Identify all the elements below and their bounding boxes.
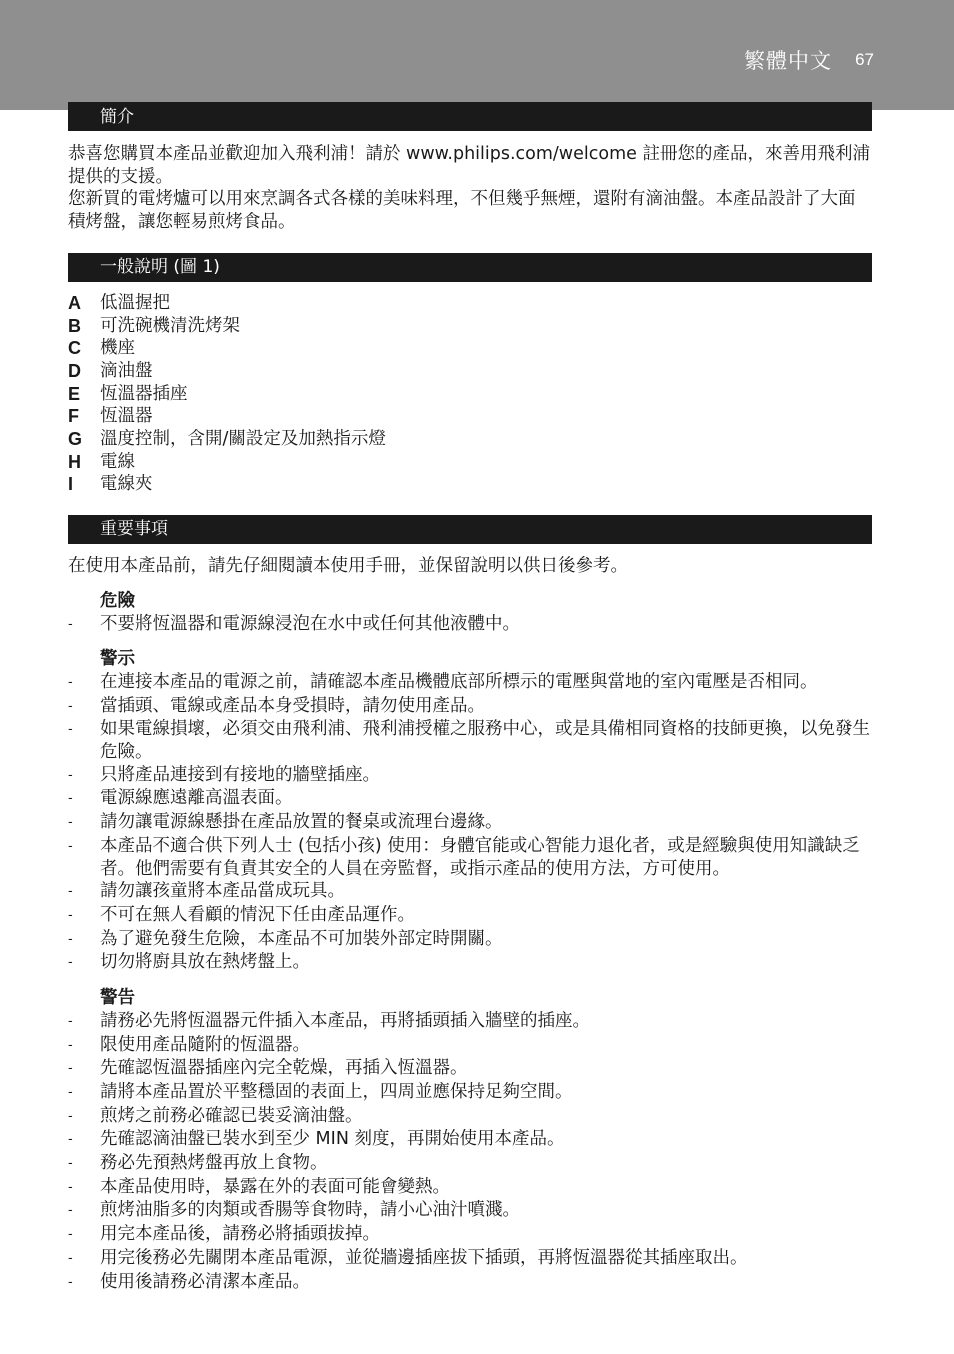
item-text: 電線夾 bbox=[100, 474, 153, 495]
page-content bbox=[68, 102, 872, 1294]
item-letter: A bbox=[68, 292, 81, 313]
section-header-important: 重要事項 bbox=[68, 515, 872, 544]
item-text: 電線 bbox=[100, 451, 135, 472]
list-item bbox=[68, 428, 872, 451]
dash-marker: - bbox=[68, 884, 73, 900]
item-text: 滴油盤 bbox=[100, 360, 153, 381]
item-text: 不要將恆溫器和電源線浸泡在水中或任何其他液體中。 bbox=[100, 613, 520, 634]
item-letter: H bbox=[68, 451, 81, 472]
dash-marker: - bbox=[68, 698, 73, 714]
dash-marker: - bbox=[68, 1132, 73, 1148]
danger-heading: 危險 bbox=[100, 590, 135, 611]
section-header-intro: 簡介 bbox=[68, 102, 872, 131]
item-letter: G bbox=[68, 429, 83, 450]
item-letter: C bbox=[68, 338, 81, 359]
item-text: 請勿讓電源線懸掛在產品放置的餐桌或流理台邊緣。 bbox=[100, 812, 503, 833]
dash-marker: - bbox=[68, 1179, 73, 1195]
dash-marker: - bbox=[68, 1084, 73, 1100]
caution-heading: 警告 bbox=[100, 988, 135, 1009]
section-header-general: 一般說明 (圖 1) bbox=[68, 253, 872, 282]
item-text: 低溫握把 bbox=[100, 292, 170, 313]
dash-marker: - bbox=[68, 955, 73, 971]
list-item bbox=[68, 835, 872, 880]
list-item bbox=[68, 1105, 872, 1129]
item-letter: E bbox=[68, 383, 81, 404]
language-label: 繁體中文 bbox=[744, 49, 832, 73]
page-number: 67 bbox=[855, 50, 874, 69]
dash-marker: - bbox=[68, 616, 73, 632]
dash-marker: - bbox=[68, 1203, 73, 1219]
item-text: 煎烤之前務必確認已裝妥滴油盤。 bbox=[100, 1105, 363, 1126]
list-item bbox=[68, 904, 872, 928]
list-item bbox=[68, 928, 872, 952]
item-text: 恆溫器 bbox=[100, 406, 153, 427]
item-text: 用完後務必先關閉本產品電源，並從牆邊插座拔下插頭，再將恆溫器從其插座取出。 bbox=[100, 1247, 748, 1268]
item-text: 務必先預熱烤盤再放上食物。 bbox=[100, 1153, 328, 1174]
item-text: 只將產品連接到有接地的牆壁插座。 bbox=[100, 764, 380, 785]
dash-marker: - bbox=[68, 1108, 73, 1124]
list-item bbox=[68, 1010, 872, 1034]
parts-list bbox=[68, 292, 872, 496]
important-intro: 在使用本產品前，請先仔細閱讀本使用手冊，並保留說明以供日後參考。 bbox=[68, 556, 628, 577]
item-letter: F bbox=[68, 406, 79, 427]
item-letter: D bbox=[68, 360, 81, 381]
list-item bbox=[68, 1176, 872, 1200]
dash-marker: - bbox=[68, 1013, 73, 1029]
item-text: 不可在無人看顧的情況下任由產品運作。 bbox=[100, 904, 415, 925]
caution-list bbox=[68, 1010, 872, 1294]
list-item bbox=[68, 1152, 872, 1176]
dash-marker: - bbox=[68, 1061, 73, 1077]
list-item bbox=[68, 337, 872, 360]
item-text: 請勿讓孩童將本產品當成玩具。 bbox=[100, 881, 345, 902]
dash-marker: - bbox=[68, 907, 73, 923]
item-text: 溫度控制，含開/關設定及加熱指示燈 bbox=[100, 429, 386, 450]
item-text: 本產品使用時，暴露在外的表面可能會變熱。 bbox=[100, 1176, 450, 1197]
list-item bbox=[68, 292, 872, 315]
dash-marker: - bbox=[68, 815, 73, 831]
intro-paragraph-1: 恭喜您購買本產品並歡迎加入飛利浦！請於 www.philips.com/welcome 註冊您的產品，來善用飛利浦提供的支援。 bbox=[68, 144, 870, 187]
item-text: 先確認滴油盤已裝水到至少 MIN 刻度，再開始使用本產品。 bbox=[100, 1129, 565, 1150]
item-text: 請將本產品置於平整穩固的表面上，四周並應保持足夠空間。 bbox=[100, 1081, 573, 1102]
list-item bbox=[68, 360, 872, 383]
list-item bbox=[68, 1223, 872, 1247]
dash-marker: - bbox=[68, 791, 73, 807]
dash-marker: - bbox=[68, 1227, 73, 1243]
item-text: 使用後請務必清潔本產品。 bbox=[100, 1271, 310, 1292]
intro-paragraph-2: 您新買的電烤爐可以用來烹調各式各樣的美味料理，不但幾乎無煙，還附有滴油盤。本產品設計了大面積烤盤，讓您輕易煎烤食品。 bbox=[68, 189, 856, 233]
list-item bbox=[68, 451, 872, 474]
item-text: 為了避免發生危險，本產品不可加裝外部定時開關。 bbox=[100, 928, 503, 949]
list-item bbox=[68, 1128, 872, 1152]
list-item bbox=[68, 1057, 872, 1081]
danger-list bbox=[68, 613, 872, 637]
list-item bbox=[68, 613, 872, 637]
list-item bbox=[68, 1199, 872, 1223]
dash-marker: - bbox=[68, 1037, 73, 1053]
item-text: 電源線應遠離高溫表面。 bbox=[100, 788, 293, 809]
item-text: 用完本產品後，請務必將插頭拔掉。 bbox=[100, 1224, 380, 1245]
item-text: 請務必先將恆溫器元件插入本產品，再將插頭插入牆壁的插座。 bbox=[100, 1010, 590, 1031]
list-item bbox=[68, 671, 872, 695]
dash-marker: - bbox=[68, 767, 73, 783]
dash-marker: - bbox=[68, 674, 73, 690]
item-text: 切勿將廚具放在熱烤盤上。 bbox=[100, 952, 310, 973]
item-letter: B bbox=[68, 315, 81, 336]
dash-marker: - bbox=[68, 1250, 73, 1266]
item-text: 恆溫器插座 bbox=[100, 383, 188, 404]
warning-heading: 警示 bbox=[100, 649, 135, 670]
dash-marker: - bbox=[68, 1156, 73, 1172]
list-item bbox=[68, 764, 872, 788]
item-text: 機座 bbox=[100, 338, 135, 359]
item-text: 先確認恆溫器插座內完全乾燥，再插入恆溫器。 bbox=[100, 1058, 468, 1079]
dash-marker: - bbox=[68, 722, 73, 738]
list-item bbox=[68, 1271, 872, 1295]
item-text: 當插頭、電線或產品本身受損時，請勿使用產品。 bbox=[100, 695, 485, 716]
list-item bbox=[68, 695, 872, 719]
list-item bbox=[68, 951, 872, 975]
list-item bbox=[68, 811, 872, 835]
item-text: 如果電線損壞，必須交由飛利浦、飛利浦授權之服務中心，或是具備相同資格的技師更換，以免發生危險。 bbox=[100, 719, 870, 763]
list-item bbox=[68, 383, 872, 406]
dash-marker: - bbox=[68, 838, 73, 854]
list-item bbox=[68, 473, 872, 496]
list-item bbox=[68, 787, 872, 811]
warning-list bbox=[68, 671, 872, 975]
dash-marker: - bbox=[68, 931, 73, 947]
item-text: 限使用產品隨附的恆溫器。 bbox=[100, 1034, 310, 1055]
page-header-bar bbox=[0, 0, 954, 110]
item-text: 本產品不適合供下列人士 (包括小孩) 使用：身體官能或心智能力退化者，或是經驗與使用知識缺乏者。他們需要有負責其安全的人員在旁監督，或指示產品的使用方法，方可使用。 bbox=[100, 835, 860, 879]
list-item bbox=[68, 718, 872, 763]
item-text: 煎烤油脂多的肉類或香腸等食物時，請小心油汁噴濺。 bbox=[100, 1200, 520, 1221]
list-item bbox=[68, 1247, 872, 1271]
item-text: 可洗碗機清洗烤架 bbox=[100, 315, 240, 336]
dash-marker: - bbox=[68, 1274, 73, 1290]
list-item bbox=[68, 1081, 872, 1105]
list-item bbox=[68, 405, 872, 428]
item-text: 在連接本產品的電源之前，請確認本產品機體底部所標示的電壓與當地的室內電壓是否相同。 bbox=[100, 671, 818, 692]
list-item bbox=[68, 1034, 872, 1058]
list-item bbox=[68, 315, 872, 338]
item-letter: I bbox=[68, 474, 74, 495]
list-item bbox=[68, 880, 872, 904]
